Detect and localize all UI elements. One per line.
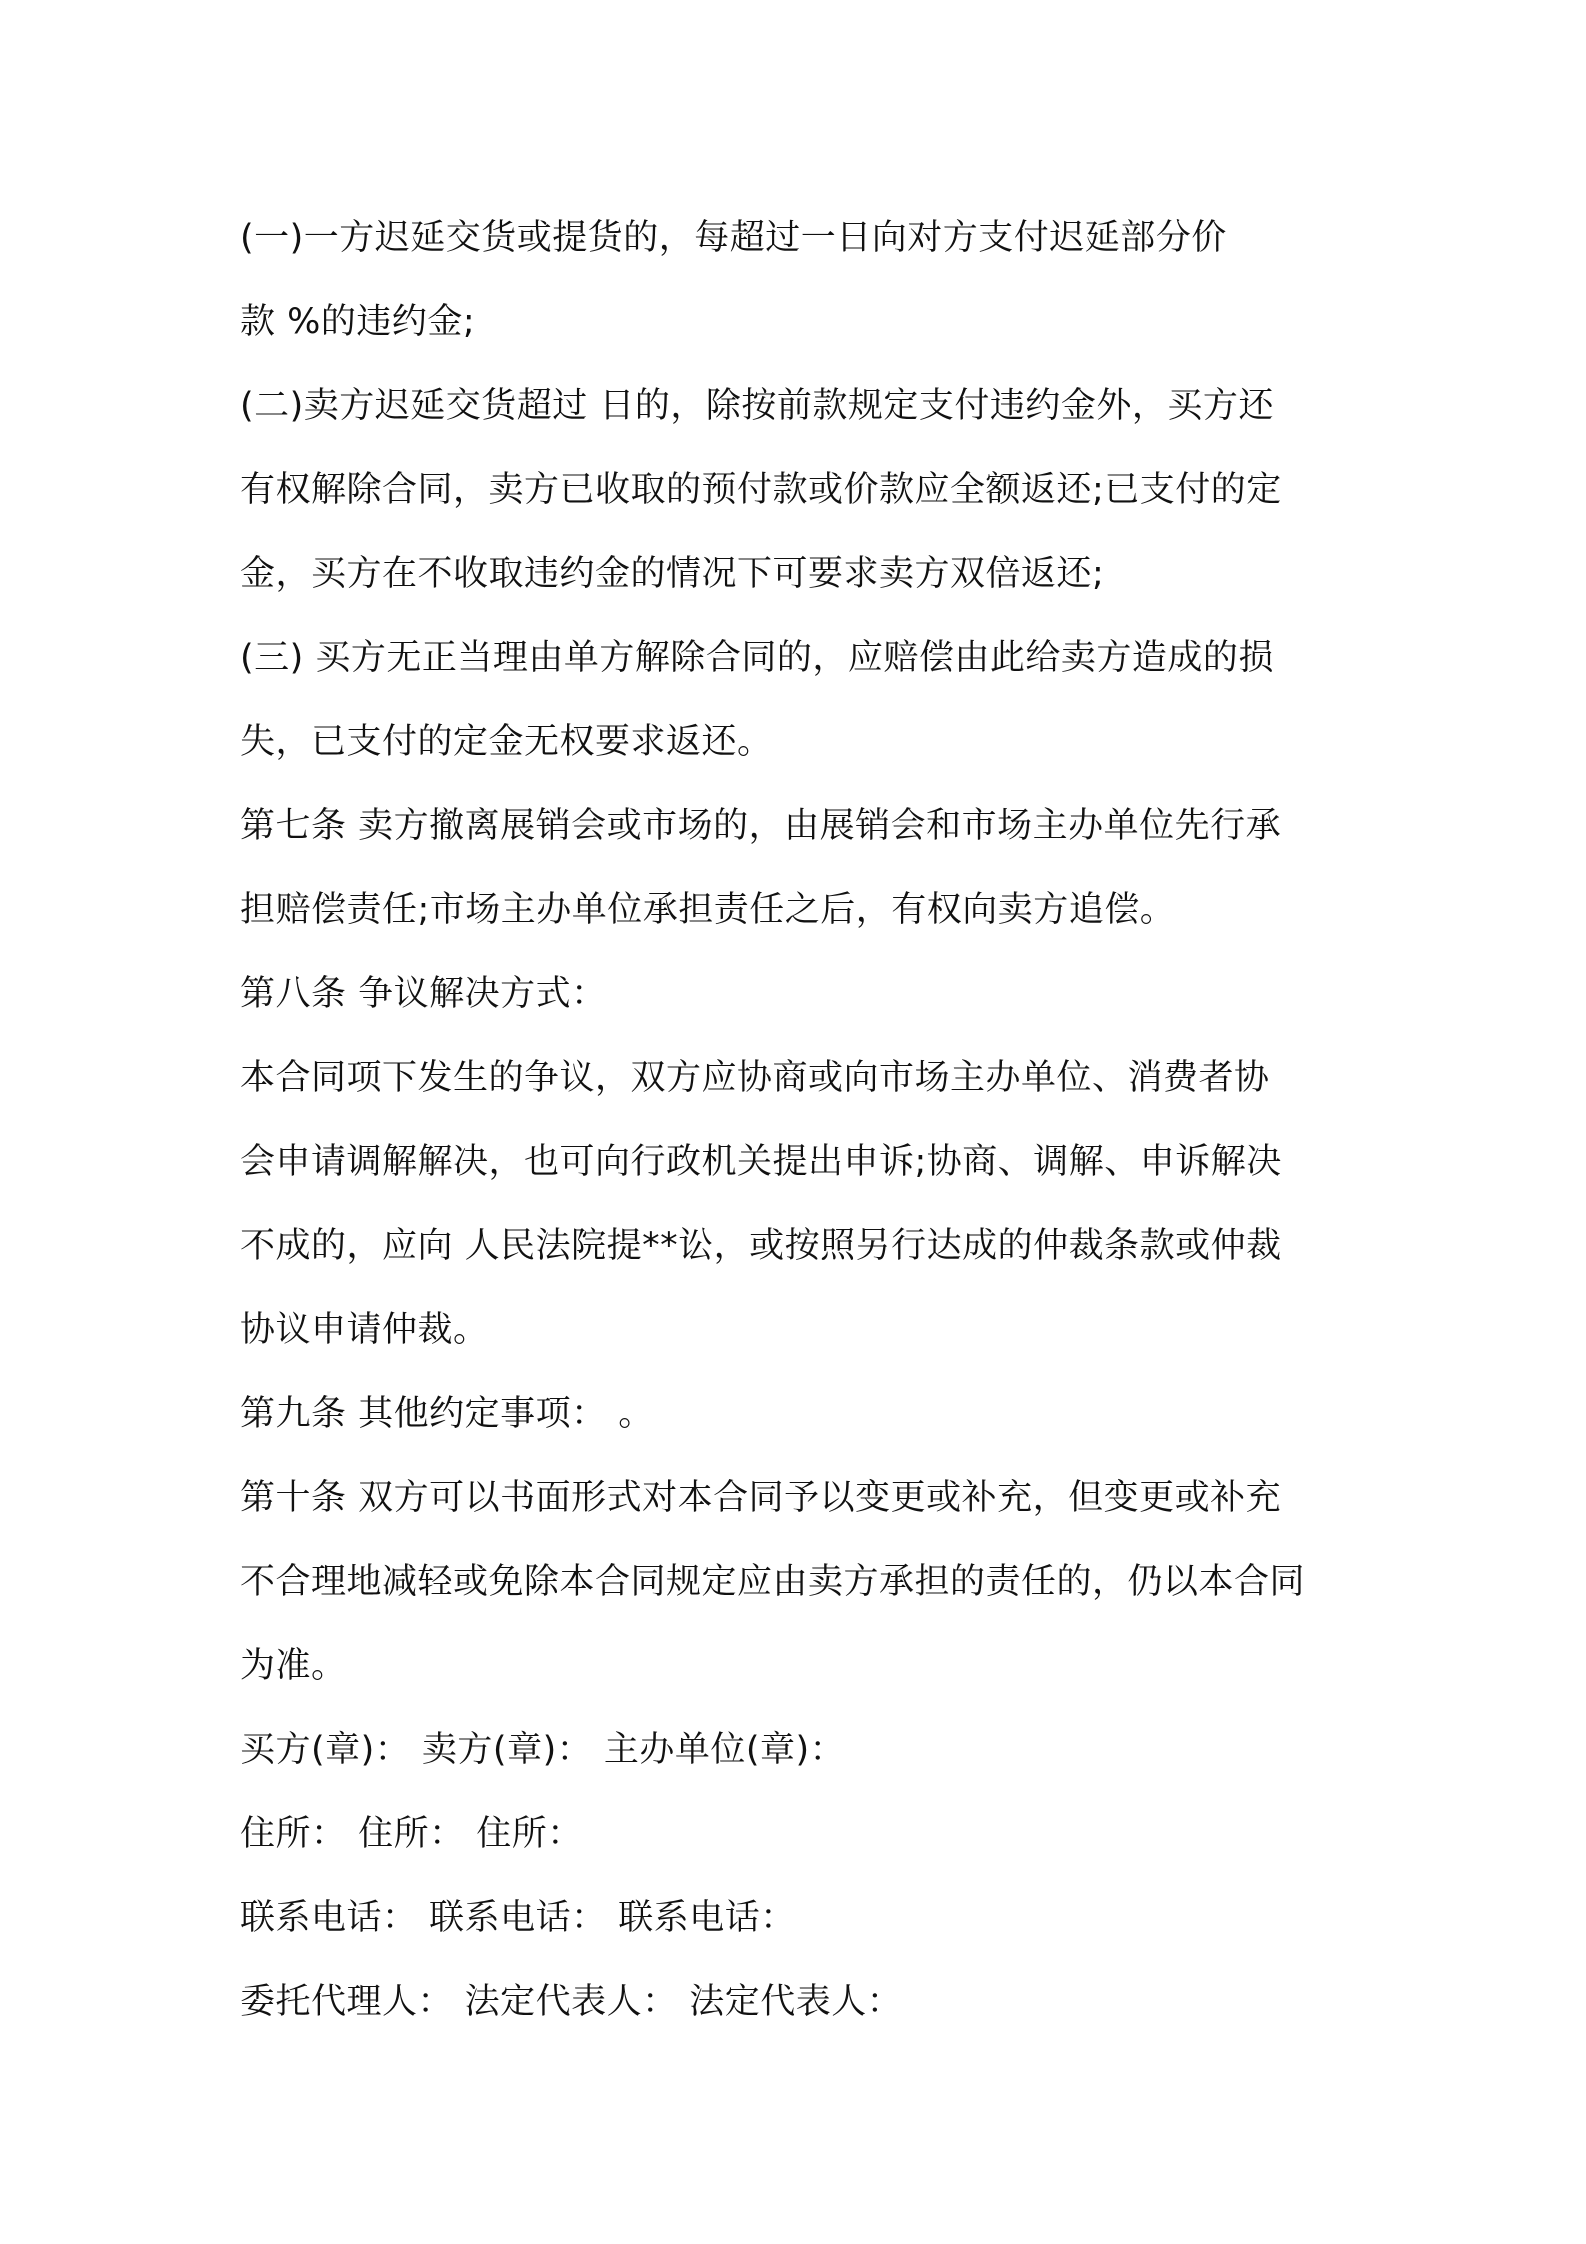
signature-address-line: 住所： 住所： 住所： [240, 1814, 583, 1854]
paragraph-clause-2: (二)卖方迟延交货超过 日的，除按前款规定支付违约金外，买方还 有权解除合同，卖方已收取的预付款或价款应全额返还;已支付的定 金，买方在不收取违约金的情况下可要求卖方双倍返还; [240, 386, 1282, 594]
paragraph-article-8-heading: 第八条 争议解决方式： [240, 974, 607, 1014]
signature-representative-line: 委托代理人： 法定代表人： 法定代表人： [240, 1982, 903, 2022]
signature-phone-line: 联系电话： 联系电话： 联系电话： [240, 1898, 796, 1938]
paragraph-clause-1: (一)一方迟延交货或提货的，每超过一日向对方支付迟延部分价 款 %的违约金; [240, 218, 1227, 342]
paragraph-article-7: 第七条 卖方撤离展销会或市场的，由展销会和市场主办单位先行承 担赔偿责任;市场主办单位承担责任之后，有权向卖方追偿。 [240, 806, 1282, 930]
signature-seals-line: 买方(章)： 卖方(章)： 主办单位(章)： [240, 1730, 846, 1770]
paragraph-clause-3: (三) 买方无正当理由单方解除合同的，应赔偿由此给卖方造成的损 失，已支付的定金无权要求返还。 [240, 638, 1274, 762]
document-body [240, 196, 1360, 2044]
paragraph-dispute-resolution: 本合同项下发生的争议，双方应协商或向市场主办单位、消费者协 会申请调解解决，也可向行政机关提出申诉;协商、调解、申诉解决 不成的，应向 人民法院提**讼，或按照另行达成的仲裁条款或仲裁 协议申请仲裁。 [240, 1058, 1282, 1350]
paragraph-article-10: 第十条 双方可以书面形式对本合同予以变更或补充，但变更或补充 不合理地减轻或免除本合同规定应由卖方承担的责任的，仍以本合同 为准。 [240, 1478, 1306, 1686]
paragraph-article-9: 第九条 其他约定事项： 。 [240, 1394, 654, 1434]
